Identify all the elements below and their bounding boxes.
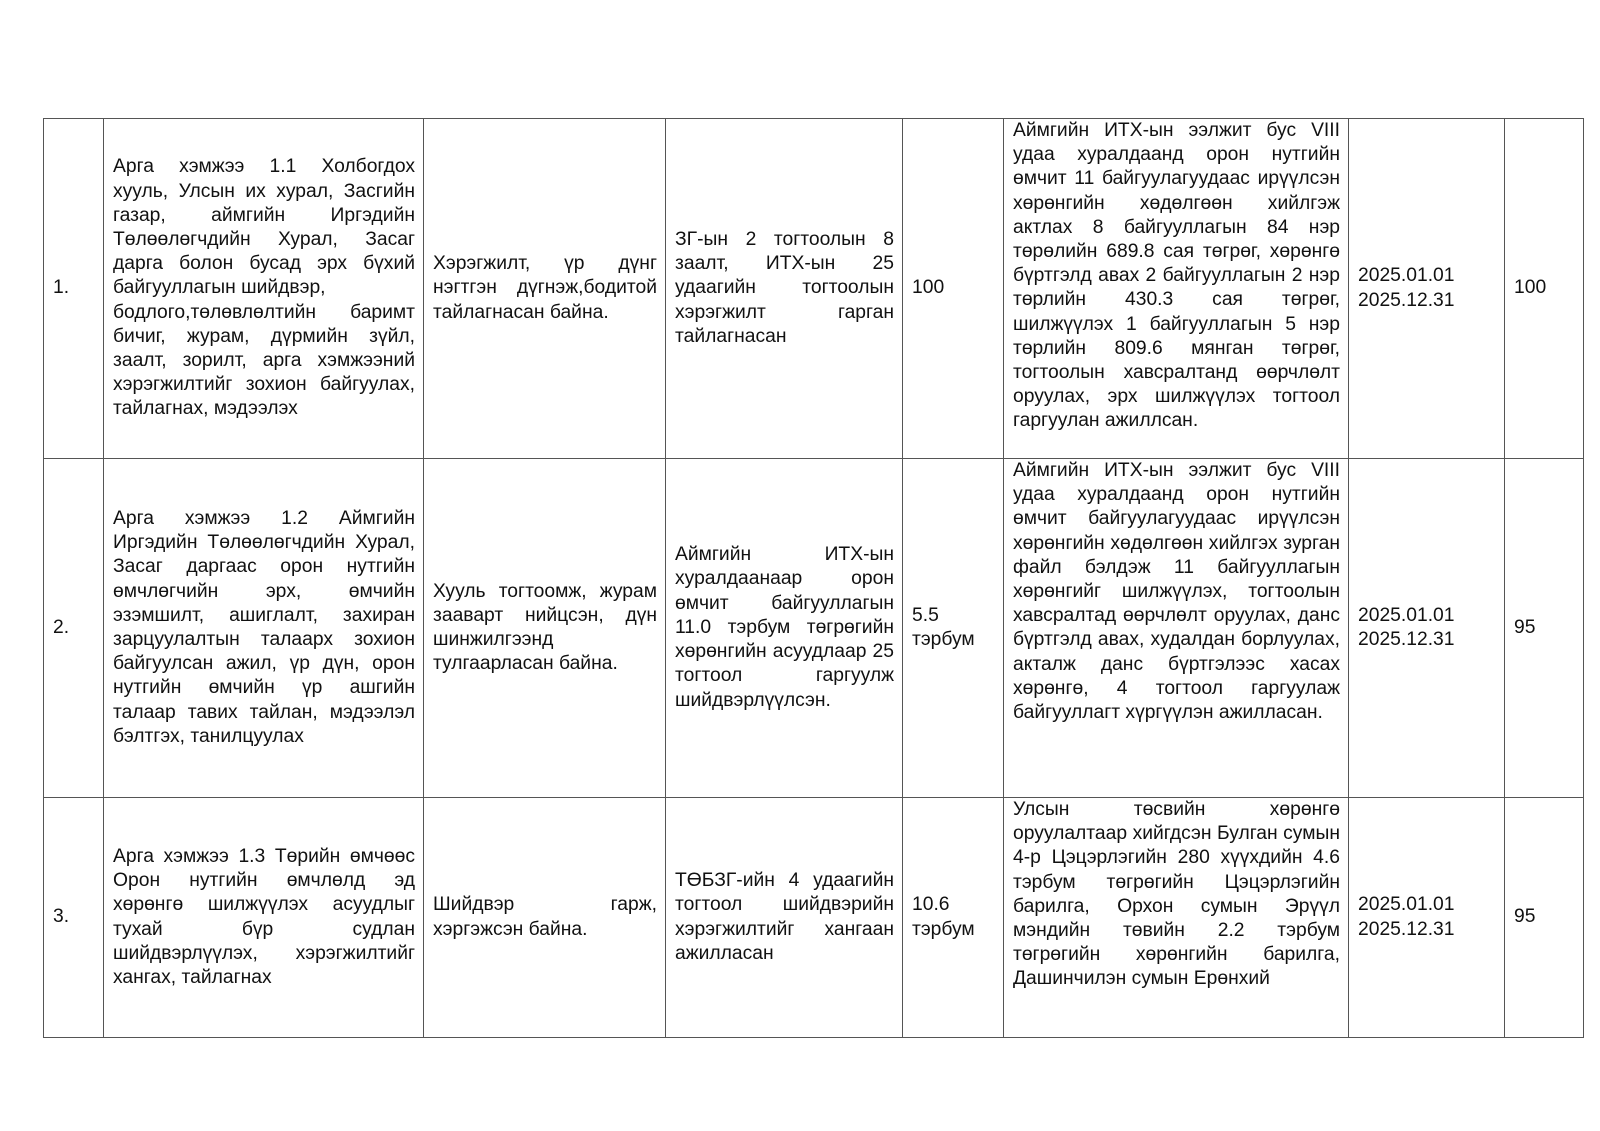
activity-cell: Арга хэмжээ 1.1 Холбогдох хууль, Улсын их хурал, Засгийн газар, аймгийн Иргэдийн Төлөөлөгчдийн Хурал, Засаг дарга болон бусад эрх бүхий байгууллагын шийдвэр, бодлого,төлөвлөлтийн баримт бичиг, журам, дүрмийн зүйл, заалт, зорилт, арга хэмжээний хэрэгжилтийг зохион байгуулах, тайлагнах, мэдээлэх bbox=[104, 119, 424, 459]
target-cell: 100 bbox=[903, 119, 1004, 459]
table-row bbox=[44, 119, 1584, 459]
expected-outcome-cell: Хэрэгжилт, үр дүнг нэгтгэн дүгнэж,бодитой тайлагнасан байна. bbox=[424, 119, 666, 459]
activity-cell: Арга хэмжээ 1.2 Аймгийн Иргэдийн Төлөөлөгчдийн Хурал, Засаг даргаас орон нутгийн өмчлөгчийн эрх, өмчийн эзэмшилт, ашиглалт, захиран зарцуулалтын талаарх зохион байгуулсан ажил, үр дүн, орон нутгийн өмчийн үр ашгийн талаар тавих тайлан, мэдээлэл бэлтгэх, танилцуулах bbox=[104, 459, 424, 798]
indicator-cell: ТӨБЗГ-ийн 4 удаагийн тогтоол шийдвэрийн хэрэгжилтийг хангаан ажилласан bbox=[666, 798, 903, 1038]
rating-cell: 95 bbox=[1505, 798, 1584, 1038]
target-cell: 5.5 тэрбум bbox=[903, 459, 1004, 798]
progress-cell: Улсын төсвийн хөрөнгө оруулалтаар хийгдсэн Булган сумын 4-р Цэцэрлэгийн 280 хүүхдийн 4.6 тэрбум төгрөгийн Цэцэрлэгийн барилга, Орхон сумын Эрүүл мэндийн төвийн 2.2 тэрбум төгрөгийн хөрөнгийн барилга, Дашинчилэн сумын Ерөнхий bbox=[1004, 798, 1349, 1038]
expected-outcome-cell: Хууль тогтоомж, журам зааварт нийцсэн, дүн шинжилгээнд тулгаарласан байна. bbox=[424, 459, 666, 798]
table-row bbox=[44, 459, 1584, 798]
indicator-cell: ЗГ-ын 2 тогтоолын 8 заалт, ИТХ-ын 25 удаагийн тогтоолын хэрэгжилт гарган тайлагнасан bbox=[666, 119, 903, 459]
row-number: 1. bbox=[44, 119, 104, 459]
dates-cell: 2025.01.01 2025.12.31 bbox=[1349, 798, 1505, 1038]
row-number: 2. bbox=[44, 459, 104, 798]
progress-cell: Аймгийн ИТХ-ын ээлжит бус VIII удаа хуралдаанд орон нутгийн өмчит 11 байгуулагуудаас ирүүлсэн хөрөнгийн хөдөлгөөн хийлгэж актлах 8 байгууллагын 84 нэр төрөлийн 689.8 сая төгрөг, хөрөнгө бүртгэлд авах 2 байгууллагын 2 нэр төрлийн 430.3 сая төгрөг, шилжүүлэх 1 байгууллагын 5 нэр төрлийн 809.6 мянган төгрөг, тогтоолын хавсралтанд өөрчлөлт оруулах, эрх шилжүүлэх тогтоол гаргуулан ажиллсан. bbox=[1004, 119, 1349, 459]
row-number: 3. bbox=[44, 798, 104, 1038]
activity-report-table bbox=[43, 118, 1584, 1038]
rating-cell: 95 bbox=[1505, 459, 1584, 798]
target-cell: 10.6 тэрбум bbox=[903, 798, 1004, 1038]
dates-cell: 2025.01.01 2025.12.31 bbox=[1349, 459, 1505, 798]
progress-cell: Аймгийн ИТХ-ын ээлжит бус VIII удаа хуралдаанд орон нутгийн өмчит байгуулагуудаас ирүүлсэн хөрөнгийн хөдөлгөөн хийлгэх зурган файл бэлдэж 11 байгууллагын хөрөнгийг шилжүүлэх, тогтоолын хавсралтад өөрчлөлт оруулах, данс бүртгэлд авах, худалдан борлуулах, акталж данс бүртгэлээс хасах хөрөнгө, 4 тогтоол гаргуулаж байгууллагт хүргүүлэн ажилласан. bbox=[1004, 459, 1349, 798]
activity-cell: Арга хэмжээ 1.3 Төрийн өмчөөс Орон нутгийн өмчлөлд эд хөрөнгө шилжүүлэх асуудлыг тухай бүр судлан шийдвэрлүүлэх, хэрэгжилтийг хангах, тайлагнах bbox=[104, 798, 424, 1038]
expected-outcome-cell: Шийдвэр гарж, хэргэжсэн байна. bbox=[424, 798, 666, 1038]
table-row bbox=[44, 798, 1584, 1038]
indicator-cell: Аймгийн ИТХ-ын хуралдаанаар орон өмчит байгууллагын 11.0 тэрбум төгрөгийн хөрөнгийн асуудлаар 25 тогтоол гаргуулж шийдвэрлүүлсэн. bbox=[666, 459, 903, 798]
rating-cell: 100 bbox=[1505, 119, 1584, 459]
dates-cell: 2025.01.01 2025.12.31 bbox=[1349, 119, 1505, 459]
